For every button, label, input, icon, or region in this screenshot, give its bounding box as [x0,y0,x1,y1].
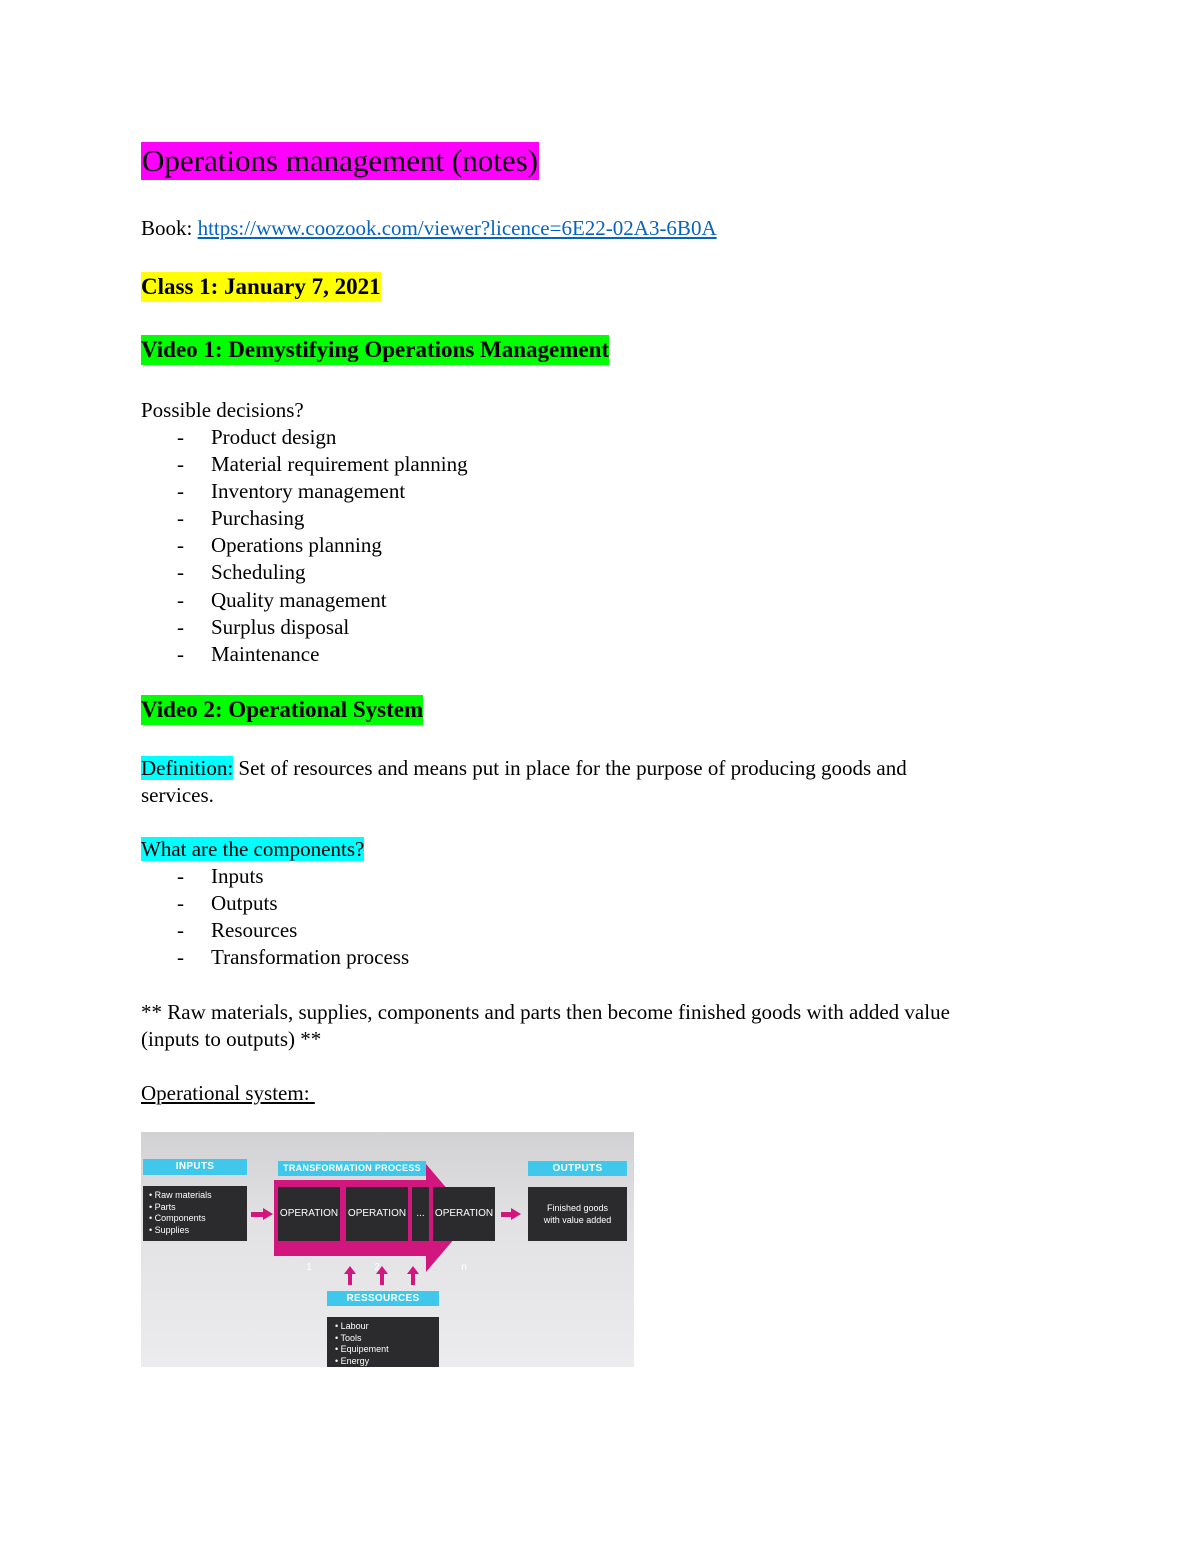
list-item-text: Operations planning [211,533,382,558]
decision-item [141,587,468,614]
definition-label: Definition: [141,756,234,780]
component-item [141,890,409,917]
decision-item [141,424,468,451]
component-item [141,917,409,944]
component-item [141,863,409,890]
resources-label: RESSOURCES [327,1291,439,1306]
diagram-bullet-item: • Energy [335,1355,370,1366]
component-item [141,944,409,971]
definition-line [141,755,907,782]
decisions-list [141,424,468,668]
list-dash-marker: - [177,452,184,477]
list-dash-marker: - [177,506,184,531]
inputs-label: INPUTS [143,1159,247,1175]
list-item-text: Material requirement planning [211,452,468,477]
list-item-text: Maintenance [211,641,320,666]
list-item-text: Inventory management [211,479,406,504]
list-item-text: Inputs [211,864,264,888]
list-dash-marker: - [177,864,184,888]
transformation-label: TRANSFORMATION PROCESS [278,1161,426,1176]
list-dash-marker: - [177,479,184,504]
inputs-box [143,1186,247,1241]
book-link[interactable]: https://www.coozook.com/viewer?licence=6E22-02A3-6B0A [197,216,717,240]
list-item-text: Product design [211,425,337,449]
decision-item [141,478,468,505]
note-line-1: ** Raw materials, supplies, components and parts then become finished goods with added value [141,1000,950,1024]
resources-box [327,1317,439,1367]
diagram-bullet-item: • Raw materials [149,1190,212,1200]
definition-text-2: services. [141,783,214,807]
decision-item [141,641,468,668]
decision-item [141,559,468,586]
list-dash-marker: - [177,587,184,612]
list-dash-marker: - [177,891,184,916]
list-item-text: Scheduling [211,560,306,585]
components-label [141,836,364,863]
operational-system-label: Operational system: [141,1081,315,1105]
decisions-question: Possible decisions? [141,398,304,422]
arrow-right-icon [263,1208,273,1220]
book-label: Book: [141,216,198,240]
list-dash-marker: - [177,945,184,970]
definition-text: Set of resources and means put in place for the purpose of producing goods and [233,756,907,780]
arrow-up-shaft [411,1273,415,1285]
outputs-text-2: with value added [543,1214,612,1225]
operation-dots-box: ... [412,1187,429,1241]
note-line-2: (inputs to outputs) ** [141,1027,322,1051]
operation-2-box: OPERATION 2 [346,1187,408,1241]
video1-heading: Video 1: Demystifying Operations Management [141,335,609,365]
decision-item [141,532,468,559]
diagram-bullet-item: • Supplies [149,1224,190,1235]
list-dash-marker: - [177,614,184,639]
video2-heading: Video 2: Operational System [141,695,423,725]
book-line [141,215,717,242]
list-item-text: Surplus disposal [211,614,350,639]
diagram-bullet-item: • Labour [335,1321,369,1331]
list-item-text: Transformation process [211,945,410,970]
decision-item [141,614,468,641]
operation-1-box: OPERATION 1 [278,1187,340,1241]
outputs-box [528,1187,627,1241]
outputs-label: OUTPUTS [528,1161,627,1176]
list-dash-marker: - [177,425,184,449]
arrow-up-shaft [380,1273,384,1285]
arrow-right-icon [511,1208,521,1220]
list-dash-marker: - [177,533,184,558]
list-dash-marker: - [177,918,184,943]
components-list [141,863,409,971]
decision-item [141,505,468,532]
class-heading: Class 1: January 7, 2021 [141,272,381,302]
operation-n-box: OPERATION n [433,1187,495,1241]
list-dash-marker: - [177,560,184,585]
arrow-up-shaft [348,1273,352,1285]
outputs-text-1: Finished goods [546,1203,609,1213]
components-label-text: What are the components? [141,837,365,861]
list-item-text: Purchasing [211,506,305,531]
list-item-text: Quality management [211,587,387,612]
operational-system-diagram [141,1132,634,1367]
diagram-bullet-item: • Tools [335,1332,362,1343]
decision-item [141,451,468,478]
list-dash-marker: - [177,641,184,666]
diagram-bullet-item: • Parts [149,1201,176,1212]
page-title: Operations management (notes) [142,143,538,178]
list-item-text: Resources [211,918,298,943]
list-item-text: Outputs [211,891,278,916]
diagram-bullet-item: • Equipement [335,1344,389,1354]
diagram-bullet-item: • Components [149,1213,206,1223]
